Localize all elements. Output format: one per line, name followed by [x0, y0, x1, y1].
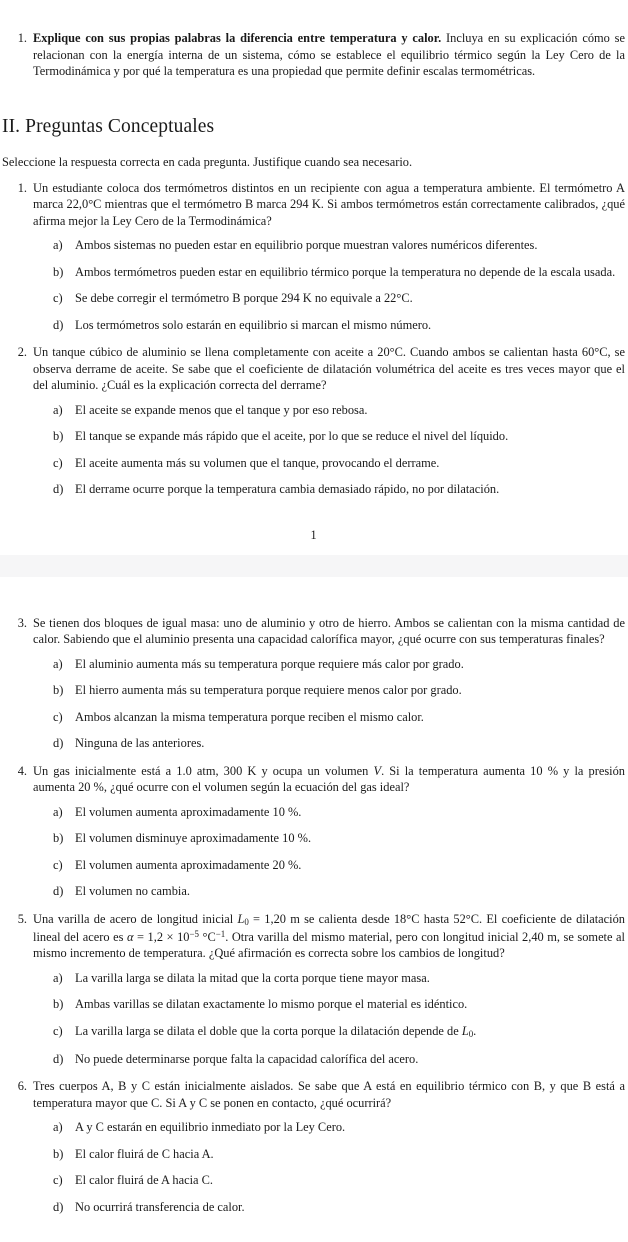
question-text-part: = 1,20 m se calienta desde 18°C hasta 52°C. El coeficiente de dilatación lineal del acero es [33, 911, 625, 944]
option-item[interactable] [33, 830, 625, 847]
question-number: 6. [17, 1079, 27, 1094]
option-text: Ambas varillas se dilatan exactamente lo mismo porque el material es idéntico. [75, 997, 468, 1012]
option-item[interactable] [33, 237, 625, 254]
question-text [33, 911, 625, 962]
option-text: Los termómetros solo estarán en equilibrio si marcan el mismo número. [75, 317, 432, 332]
option-text: La varilla larga se dilata la mitad que la corta porque tiene mayor masa. [75, 970, 430, 985]
option-label: c) [53, 1173, 63, 1188]
option-label: d) [53, 1051, 64, 1066]
question-item [2, 763, 625, 900]
option-item[interactable] [33, 1023, 625, 1041]
option-list [33, 1119, 625, 1215]
math-variable-volume: V [373, 763, 382, 778]
option-item[interactable] [33, 264, 625, 281]
option-label: a) [53, 1120, 63, 1135]
option-label: a) [53, 238, 63, 253]
math-symbol-L: L [461, 1023, 469, 1038]
option-text: El volumen aumenta aproximadamente 20 %. [75, 857, 302, 872]
option-text: A y C estarán en equilibrio inmediato por la Ley Cero. [75, 1120, 346, 1135]
option-text: El volumen no cambia. [75, 884, 190, 899]
option-item[interactable] [33, 428, 625, 445]
option-label: c) [53, 857, 63, 872]
question-text-part: Una varilla de acero de longitud inicial [33, 911, 238, 926]
question-text: Un estudiante coloca dos termómetros distintos en un recipiente con agua a temperatura ambiente. El termómetro A marca 22,0°C mientras que el termómetro B marca 294 K. Si ambos termómetros están correctamente calibrados, ¿qué afirma mejor la Ley Cero de la Termodinámica? [33, 180, 625, 228]
option-text: El tanque se expande más rápido que el aceite, por lo que se reduce el nivel del líquido. [75, 429, 509, 444]
question-item [2, 30, 625, 80]
math-variable-initial-length [237, 912, 248, 926]
question-text: Se tienen dos bloques de igual masa: uno de aluminio y otro de hierro. Ambos se calientan con la misma cantidad de calor. Sabiendo que el aluminio presenta una capacidad calorífica mayor, ¿qué ocurre con sus temperaturas finales? [33, 615, 625, 647]
question-item [2, 615, 625, 752]
option-text: El calor fluirá de C hacia A. [75, 1146, 214, 1161]
question-text-part: °C [198, 929, 216, 944]
option-item[interactable] [33, 1051, 625, 1068]
question-text-part: . Otra varilla del mismo material, pero con longitud inicial 2,40 m, se somete al mismo incremento de temperatura. ¿Qué afirmación es correcta sobre los cambios de longitud? [33, 929, 625, 961]
option-label: d) [53, 884, 64, 899]
option-item[interactable] [33, 1146, 625, 1163]
section-instructions: Seleccione la respuesta correcta en cada pregunta. Justifique cuando sea necesario. [2, 154, 413, 169]
question-list-page2 [2, 615, 625, 1215]
option-text: No puede determinarse porque falta la capacidad calorífica del acero. [75, 1051, 419, 1066]
option-text: El derrame ocurre porque la temperatura cambia demasiado rápido, no por dilatación. [75, 482, 500, 497]
question-text: Tres cuerpos A, B y C están inicialmente aislados. Se sabe que A está en equilibrio térmico con B, y que B está a temperatura mayor que C. Si A y C se ponen en contacto, ¿qué ocurrirá? [33, 1079, 625, 1110]
option-text: El volumen disminuye aproximadamente 10 %. [75, 831, 312, 846]
option-text: Ambos termómetros pueden estar en equilibrio térmico porque la temperatura no depende de la escala usada. [75, 264, 616, 279]
option-text: El aceite aumenta más su volumen que el tanque, provocando el derrame. [75, 455, 440, 470]
option-text-part: La varilla larga se dilata el doble que la corta porque la dilatación depende de [75, 1023, 462, 1038]
option-item[interactable] [33, 682, 625, 699]
option-label: c) [53, 1023, 63, 1038]
math-exponent-minus-one: −1 [215, 928, 226, 939]
option-text: Ambos alcanzan la misma temperatura porque reciben el mismo calor. [75, 709, 424, 724]
document-page-1 [0, 0, 628, 543]
option-label: b) [53, 429, 64, 444]
option-label: a) [53, 970, 63, 985]
option-text [75, 1023, 625, 1041]
option-item[interactable] [33, 402, 625, 419]
option-text: No ocurrirá transferencia de calor. [75, 1199, 245, 1214]
option-label: c) [53, 455, 63, 470]
option-item[interactable] [33, 481, 625, 498]
question-text-part: Un gas inicialmente está a 1.0 atm, 300 K y ocupa un volumen [33, 763, 374, 778]
option-label: b) [53, 1146, 64, 1161]
carryover-question-list [2, 30, 625, 80]
question-item [2, 911, 625, 1067]
question-list-page1 [2, 180, 625, 498]
option-item[interactable] [33, 290, 625, 307]
question-text [33, 763, 625, 796]
option-label: a) [53, 804, 63, 819]
page2-top-spacer [2, 577, 625, 615]
document-page-2 [0, 577, 628, 1242]
option-label: d) [53, 317, 64, 332]
option-label: a) [53, 402, 63, 417]
option-label: b) [53, 997, 64, 1012]
option-text: Ninguna de las anteriores. [75, 736, 205, 751]
option-label: b) [53, 264, 64, 279]
option-item[interactable] [33, 317, 625, 334]
page-number: 1 [310, 527, 317, 542]
option-list [33, 402, 625, 498]
question-number: 1. [17, 31, 27, 45]
option-item[interactable] [33, 656, 625, 673]
option-text: El calor fluirá de A hacia C. [75, 1173, 213, 1188]
question-item [2, 1078, 625, 1215]
option-text: El aceite se expande menos que el tanque y por eso rebosa. [75, 402, 368, 417]
option-item[interactable] [33, 996, 625, 1013]
option-text: El volumen aumenta aproximadamente 10 %. [75, 804, 302, 819]
option-item[interactable] [33, 455, 625, 472]
math-variable-initial-length [462, 1024, 473, 1038]
question-number: 5. [17, 911, 27, 926]
option-text-part: . [473, 1023, 477, 1038]
question-text [33, 30, 625, 80]
option-item[interactable] [33, 1119, 625, 1136]
option-list [33, 237, 625, 333]
option-label: c) [53, 291, 63, 306]
section-heading: II. Preguntas Conceptuales [2, 115, 215, 137]
option-label: d) [53, 1199, 64, 1214]
question-bold-lead: Explique con sus propias palabras la diferencia entre temperatura y calor. [33, 31, 442, 45]
option-text: Se debe corregir el termómetro B porque 294 K no equivale a 22°C. [75, 291, 413, 306]
question-text: Un tanque cúbico de aluminio se llena completamente con aceite a 20°C. Cuando ambos se calientan hasta 60°C, se observa derrame de aceite. Se sabe que el coeficiente de dilatación volumétrica del aceite es tres veces mayor que el del aluminio. ¿Cuál es la explicación correcta del derrame? [33, 345, 625, 393]
question-text-part: . Si la temperatura aumenta 10 % y la presión aumenta 20 %, ¿qué ocurre con el volumen según la ecuación del gas ideal? [33, 763, 625, 795]
option-list [33, 804, 625, 900]
option-item[interactable] [33, 735, 625, 752]
option-list [33, 656, 625, 752]
option-text: El aluminio aumenta más su temperatura porque requiere más calor por grado. [75, 656, 464, 671]
math-subscript-zero: 0 [468, 1028, 474, 1039]
option-label: c) [53, 709, 63, 724]
math-symbol-L: L [237, 911, 245, 926]
question-number: 4. [17, 763, 27, 778]
option-item[interactable] [33, 804, 625, 821]
option-item[interactable] [33, 883, 625, 900]
option-item[interactable] [33, 857, 625, 874]
page-bottom-spacer [2, 1226, 625, 1242]
question-number: 3. [17, 615, 27, 630]
math-exponent-minus-five: −5 [189, 928, 199, 939]
option-label: d) [53, 736, 64, 751]
option-item[interactable] [33, 709, 625, 726]
option-item[interactable] [33, 1172, 625, 1189]
question-item [2, 180, 625, 334]
option-label: a) [53, 656, 63, 671]
option-item[interactable] [33, 970, 625, 987]
option-text: El hierro aumenta más su temperatura porque requiere menos calor por grado. [75, 683, 462, 698]
math-symbol-alpha: α [126, 929, 134, 944]
page-top-spacer [2, 0, 625, 30]
option-label: d) [53, 482, 64, 497]
option-list [33, 970, 625, 1067]
question-text-part: = 1,2 × 10 [133, 929, 190, 944]
option-label: b) [53, 683, 64, 698]
math-subscript-zero: 0 [244, 916, 249, 927]
option-item[interactable] [33, 1199, 625, 1216]
question-body: Incluya en su explicación cómo se relacionan con la energía interna de un sistema, cómo se establece el equilibrio térmico según la Ley Cero de la Termodinámica y por qué la temperatura es una propiedad que permite definir escalas termométricas. [33, 31, 625, 78]
option-text: Ambos sistemas no pueden estar en equilibrio porque muestran valores numéricos diferentes. [75, 238, 538, 253]
option-label: b) [53, 831, 64, 846]
question-number: 2. [17, 345, 27, 360]
question-item [2, 344, 625, 498]
question-number: 1. [17, 180, 27, 195]
page-break-gap [0, 555, 628, 577]
